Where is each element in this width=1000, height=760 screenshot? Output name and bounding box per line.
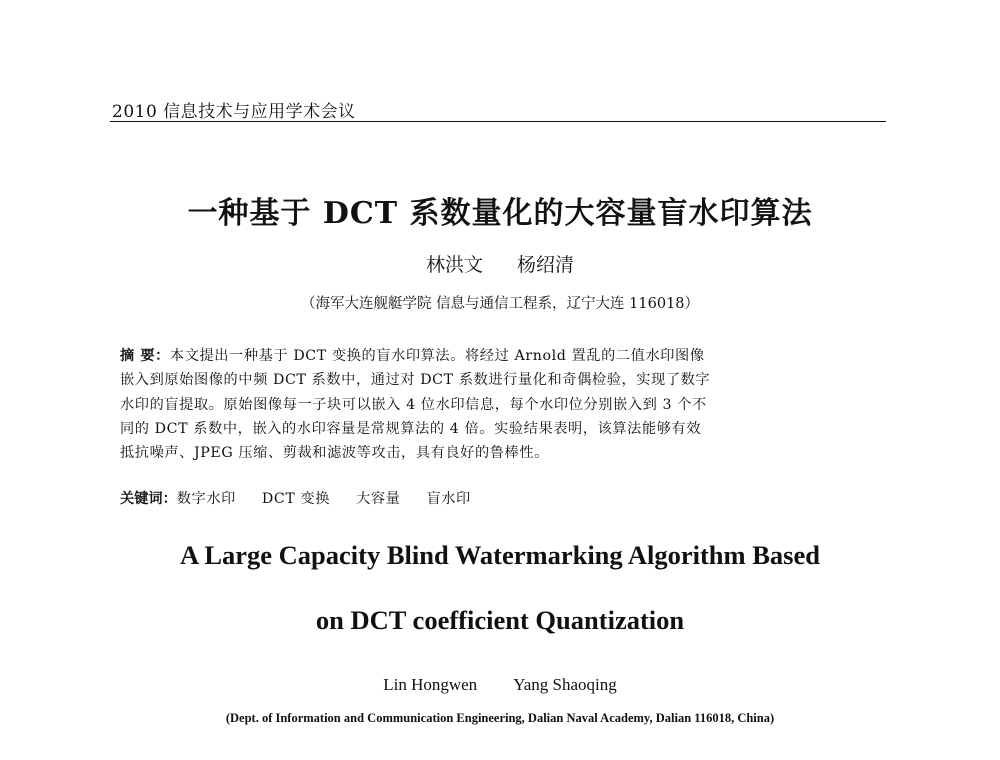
keyword: DCT 变换 xyxy=(261,491,331,507)
keyword: 大容量 xyxy=(356,491,401,507)
abstract-line: 嵌入到原始图像的中频 DCT 系数中，通过对 DCT 系数进行量化和奇偶检验，实现了数字 xyxy=(120,372,711,389)
chinese-abstract xyxy=(120,344,872,465)
english-title-line-2: on DCT coefficient Quantization xyxy=(315,605,685,635)
abstract-line: 摘 要：本文提出一种基于 DCT 变换的盲水印算法。将经过 Arnold 置乱的二值水印图像 xyxy=(120,348,705,364)
english-affiliation: (Dept. of Information and Communication Engineering, Dalian Naval Academy, Dalian 116018, China) xyxy=(225,711,775,725)
keyword: 数字水印 xyxy=(176,491,236,507)
abstract-line: 水印的盲提取。原始图像每一子块可以嵌入 4 位水印信息，每个水印位分别嵌入到 3 个不 xyxy=(120,396,707,413)
english-title-line-1: A Large Capacity Blind Watermarking Algorithm Based xyxy=(180,540,820,570)
header-rule xyxy=(110,121,886,122)
keywords-label: 关键词： xyxy=(120,491,177,507)
chinese-author-1: 林洪文 xyxy=(425,254,483,276)
chinese-keywords xyxy=(120,488,497,508)
chinese-title: 一种基于 DCT 系数量化的大容量盲水印算法 xyxy=(187,196,813,231)
abstract-line: 抵抗噪声、JPEG 压缩、剪裁和滤波等攻击，具有良好的鲁棒性。 xyxy=(120,445,549,462)
chinese-authors xyxy=(0,250,1000,277)
chinese-affiliation: （海军大连舰艇学院 信息与通信工程系，辽宁大连 116018） xyxy=(300,296,700,312)
keyword: 盲水印 xyxy=(426,491,471,507)
chinese-author-2: 杨绍清 xyxy=(517,254,575,276)
english-author-2: Yang Shaoqing xyxy=(513,675,617,694)
english-authors xyxy=(0,675,1000,695)
abstract-label: 摘 要： xyxy=(120,348,170,364)
english-author-1: Lin Hongwen xyxy=(383,675,478,694)
abstract-line: 同的 DCT 系数中，嵌入的水印容量是常规算法的 4 倍。实验结果表明，该算法能够有效 xyxy=(120,420,702,437)
running-header: 2010 信息技术与应用学术会议 xyxy=(112,102,356,122)
